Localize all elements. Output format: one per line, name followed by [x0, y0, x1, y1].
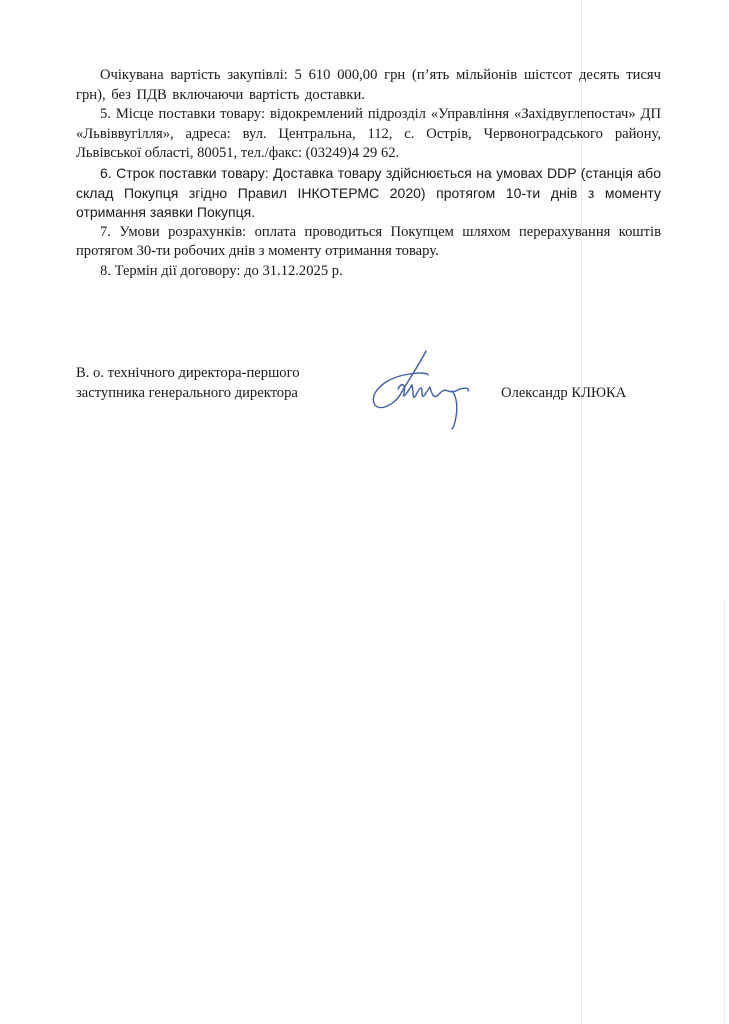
scan-edge-line	[724, 600, 725, 1024]
paragraph-cost: Очікувана вартість закупівлі: 5 610 000,00 грн (п’ять мільйонів шістсот десять тисяч грн), без ПДВ включаючи вартість доставки.	[76, 67, 661, 103]
signer-position-line-1: В. о. технічного директора-першого	[76, 365, 300, 381]
paragraph-contract-term: 8. Термін дії договору: до 31.12.2025 р.	[100, 262, 343, 279]
signer-position-line-2: заступника генерального директора	[76, 385, 298, 401]
paragraph-payment: 7. Умови розрахунків: оплата проводиться Покупцем шляхом перерахування коштів протягом 30-ти робочих днів з моменту отримання товару.	[76, 223, 661, 260]
handwritten-signature	[364, 345, 494, 431]
paragraph-delivery-term: 6. Строк поставки товару: Доставка товару здійснюється на умовах DDP (станція або склад Покупця згідно Правил ІНКОТЕРМС 2020) протягом 10-ти днів з моменту отримання заявки Покупця.	[76, 164, 661, 221]
signer-name: Олександр КЛЮКА	[501, 385, 627, 401]
document-body	[76, 66, 661, 282]
paragraph-delivery-place: 5. Місце поставки товару: відокремлений підрозділ «Управління «Західвуглепостач» ДП «Львіввугілля», адреса: вул. Центральна, 112, с. Острів, Червоноградського району, Львівської області, 80051, тел./факс: (03249)4 29 62.	[76, 106, 661, 162]
signature-block	[76, 357, 666, 447]
signer-position	[76, 363, 300, 403]
